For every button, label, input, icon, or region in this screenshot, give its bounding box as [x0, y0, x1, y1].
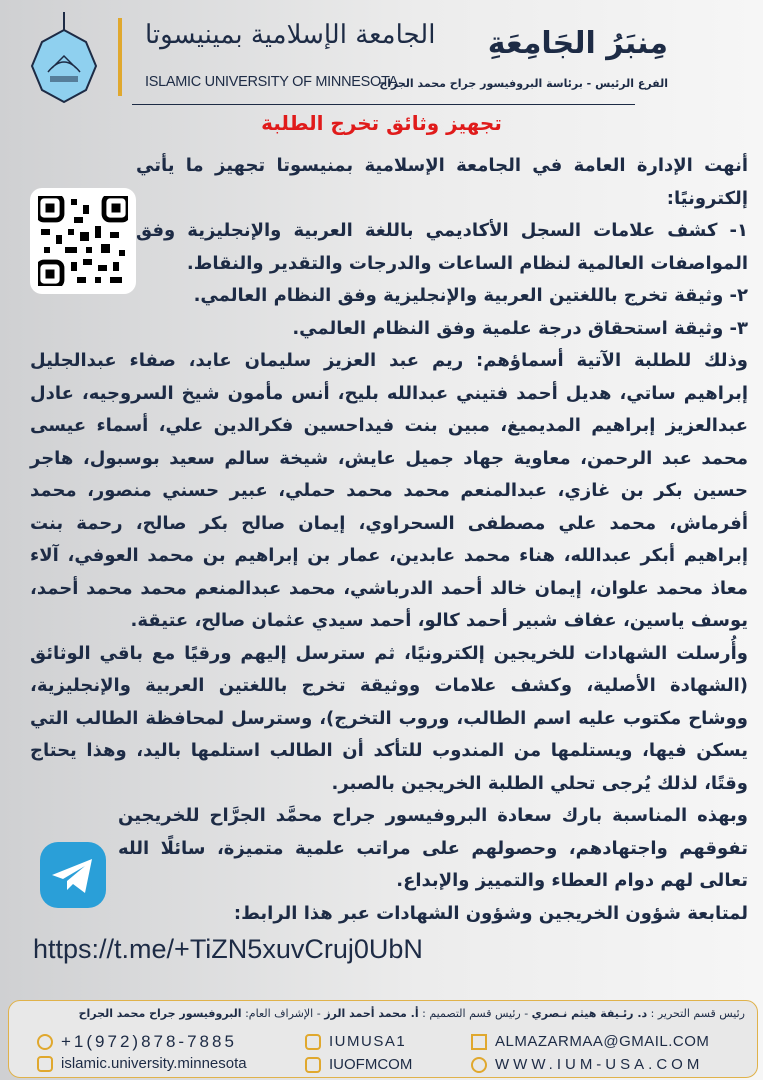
qr-code-icon: [38, 196, 128, 286]
twitter-contact[interactable]: [305, 1033, 406, 1050]
designer-name: أ. محمد أحمد الرز: [324, 1007, 419, 1020]
editor-label: رئيس قسم التحرير :: [647, 1007, 745, 1020]
telegram-icon[interactable]: [38, 840, 108, 910]
qr-code[interactable]: [30, 188, 136, 294]
instagram-icon: [37, 1056, 53, 1072]
twitter-icon: [305, 1034, 321, 1050]
brand-subtitle: الفرع الرئيس - برئاسة البروفيسور جراح محمد الجراح: [379, 77, 668, 90]
facebook-handle: IUOFMCOM: [329, 1056, 413, 1073]
congratulations-paragraph: وبهذه المناسبة بارك سعادة البروفيسور جراح محمَّد الجرَّاح للخريجين تفوقهم واجتهادهم، وحصولهم على مراتب علمية متميزة، سائلًا الله تعالى لهم دوام العطاء والتمييز والإبداع.: [118, 805, 748, 891]
header-rule: [132, 104, 635, 105]
list-item: ٣- وثيقة استحقاق درجة علمية وفق النظام العالمي.: [292, 317, 748, 339]
supervision-label: - الإشراف العام:: [241, 1007, 325, 1020]
supervisor-name: البروفيسور جراح محمد الجراح: [78, 1007, 242, 1020]
page-title: تجهيز وثائق تخرج الطلبة: [261, 111, 502, 135]
facebook-icon: [305, 1057, 321, 1073]
credits: [79, 1007, 745, 1020]
student-names: وذلك للطلبة الآتية أسماؤهم: ريم عبد العزيز سليمان عابد، صفاء عبدالجليل إبراهيم ساتي، هديل أحمد فتيني عبدالله بليح، أنس مأمون شيخ السروجيه، عادل عبدالعزيز إبراهيم المديميغ، مبين بنت فيداحسين فكرالدين علي، أسماء عيسى محمد عبد الرحمن، معاوية جهاد جميل عايش، شيخة سالم سعيد بوسبول، هاجر حسين بكر بن غازي، عبدالمنعم محمد محمد حملي، عبير حسني منصور، محمد أفرماش، محمد علي مصطفى السحراوي، إيمان صالح بكر صالح، رحمة بنت إبراهيم أبكر عبدالله، هناء محمد عابدين، عمار بن إبراهيم بن محمد العوفي، آلاء معاذ محمد علوان، إيمان خالد أحمد الدرباشي، محمد عبدالمنعم محمد محمد أحمد، يوسف ياسين، عفاف شبير أحمد كالو، أحمد سيدي عثمان صالح، عتيقة.: [30, 350, 748, 631]
envelope-icon: [471, 1034, 487, 1050]
divider: [118, 18, 122, 96]
phone-contact[interactable]: [37, 1032, 237, 1052]
university-name-arabic: الجامعة الإسلامية بمينيسوتا: [145, 20, 436, 50]
university-name-english: ISLAMIC UNIVERSITY OF MINNESOTA: [145, 74, 398, 90]
follow-text: لمتابعة شؤون الخريجين وشؤون الشهادات عبر هذا الرابط:: [233, 902, 748, 924]
email-address: ALMAZARMAA@GMAIL.COM: [495, 1033, 710, 1050]
instagram-contact[interactable]: [37, 1055, 247, 1072]
email-contact[interactable]: [471, 1033, 709, 1050]
brand-title: مِنبَرُ الجَامِعَةِ: [487, 26, 668, 61]
website-contact[interactable]: [471, 1056, 703, 1073]
whatsapp-icon: [37, 1034, 53, 1050]
editor-name: د. رئـيفة هيثم نـصري: [531, 1007, 648, 1020]
facebook-contact[interactable]: [305, 1056, 412, 1073]
intro-text: أنهت الإدارة العامة في الجامعة الإسلامية بمنيسوتا تجهيز ما يأتي إلكترونيًا:: [136, 155, 748, 209]
article-body: [30, 150, 748, 968]
instagram-handle: islamic.university.minnesota: [61, 1055, 247, 1072]
header: [0, 0, 763, 110]
website-url: WWW.IUM-USA.COM: [495, 1056, 704, 1073]
shipping-paragraph: وأُرسلت الشهادات للخريجين إلكترونيًا، ثم سترسل إليهم ورقيًا مع باقي الوثائق (الشهادة الأصلية، وكشف علامات ووثيقة تخرج باللغتين العربية والإنجليزية، ووشاح مكتوب عليه اسم الطالب، وروب التخرج)، وسترسل لمحافظة الطالب التي يسكن فيها، ويستلمها من المندوب للتأكد أن الطالب استلمها باليد، وهذا يحتاج وقتًا، لذلك يُرجى تحلي الطلبة الخريجين بالصبر.: [30, 642, 748, 794]
design-label: - رئيس قسم التصميم :: [418, 1007, 532, 1020]
twitter-handle: IUMUSA1: [329, 1033, 407, 1050]
telegram-link[interactable]: https://t.me/+TiZN5xuvCruj0UbN: [33, 934, 423, 964]
list-item: ٢- وثيقة تخرج باللغتين العربية والإنجليزية وفق النظام العالمي.: [193, 285, 748, 306]
phone-number: +1(972)878-7885: [61, 1032, 237, 1051]
list-item: ١- كشف علامات السجل الأكاديمي باللغة العربية والإنجليزية وفق المواصفات العالمية لنظام الساعات والدرجات والتقدير والنقاط.: [136, 220, 748, 274]
university-emblem-icon: [28, 12, 100, 104]
globe-icon: [471, 1057, 487, 1073]
footer: [8, 1000, 758, 1078]
